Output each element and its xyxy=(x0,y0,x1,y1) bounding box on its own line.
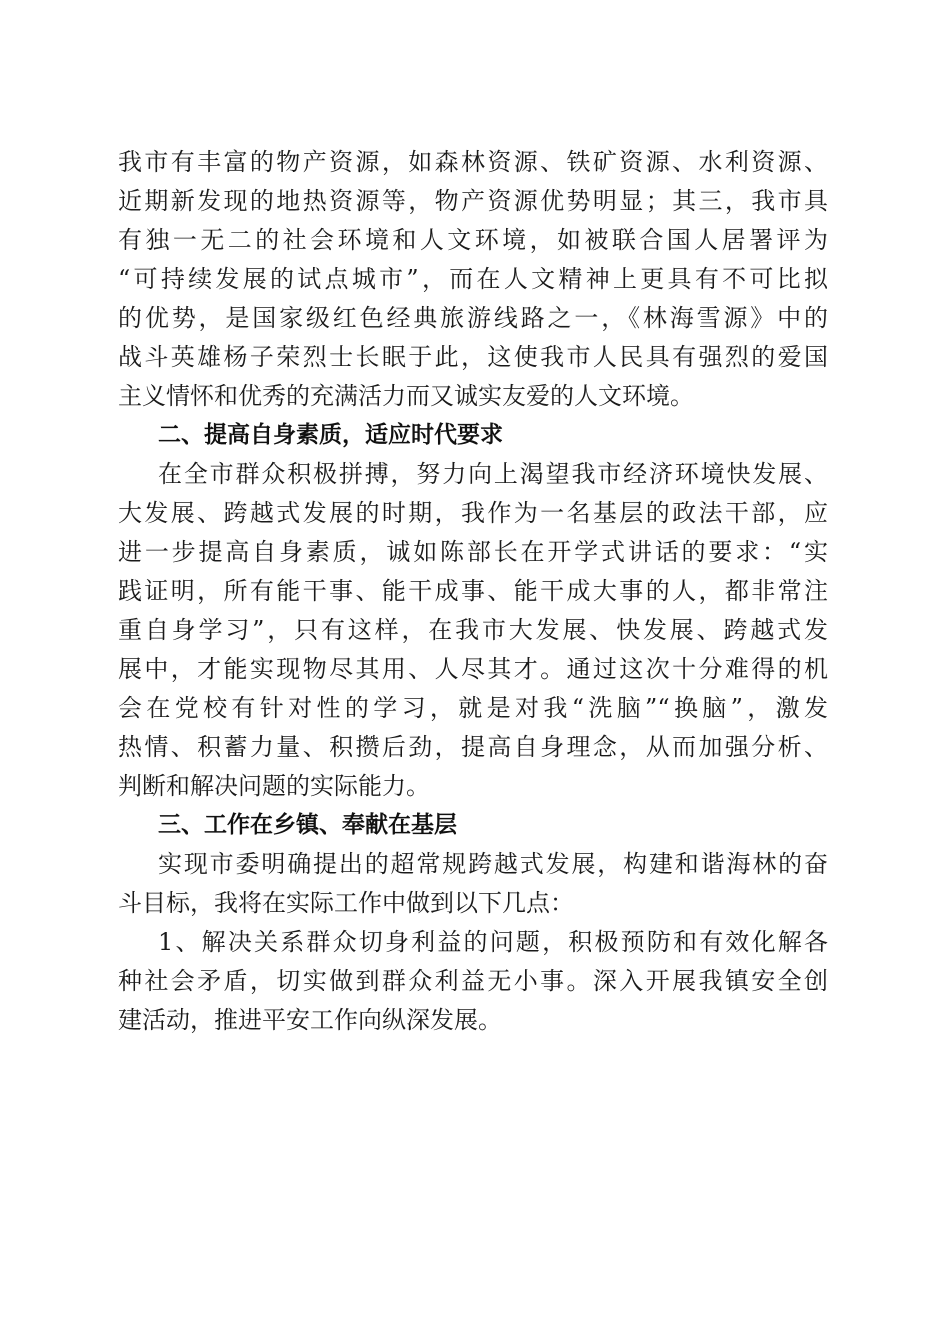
text-line: 战斗英雄杨子荣烈士长眠于此，这使我市人民具有强烈的爱国 xyxy=(118,343,828,371)
text-line: 在全市群众积极拼搏，努力向上渴望我市经济环境快发展、 xyxy=(158,460,828,488)
section-heading-3: 三、工作在乡镇、奉献在基层 xyxy=(158,812,457,838)
text-line: 1、解决关系群众切身利益的问题，积极预防和有效化解各 xyxy=(158,928,828,956)
paragraph-point-1 xyxy=(118,923,828,1040)
text-line: 重自身学习”，只有这样，在我市大发展、快发展、跨越式发 xyxy=(118,616,828,644)
text-line: 展中，才能实现物尽其用、人尽其才。通过这次十分难得的机 xyxy=(118,655,828,683)
text-line: 践证明，所有能干事、能干成事、能干成大事的人，都非常注 xyxy=(118,577,828,605)
text-line: 大发展、跨越式发展的时期，我作为一名基层的政法干部，应 xyxy=(118,499,828,527)
text-line: 我市有丰富的物产资源，如森林资源、铁矿资源、水利资源、 xyxy=(118,148,828,176)
text-line: 近期新发现的地热资源等，物产资源优势明显；其三，我市具 xyxy=(118,187,828,215)
text-line: 有独一无二的社会环境和人文环境，如被联合国人居署评为 xyxy=(118,226,828,254)
text-line: “可持续发展的试点城市”，而在人文精神上更具有不可比拟 xyxy=(118,265,828,293)
text-line: 主义情怀和优秀的充满活力而又诚实友爱的人文环境。 xyxy=(118,382,694,410)
text-line: 热情、积蓄力量、积攒后劲，提高自身理念，从而加强分析、 xyxy=(118,733,828,761)
text-line: 会在党校有针对性的学习，就是对我“洗脑”“换脑”，激发 xyxy=(118,694,828,722)
paragraph-self-improvement xyxy=(118,455,828,806)
text-line: 实现市委明确提出的超常规跨越式发展，构建和谐海林的奋 xyxy=(158,850,828,878)
text-line: 斗目标，我将在实际工作中做到以下几点： xyxy=(118,889,574,917)
document-body xyxy=(118,143,828,1040)
section-heading-2: 二、提高自身素质，适应时代要求 xyxy=(158,422,503,448)
text-line: 进一步提高自身素质，诚如陈部长在开学式讲话的要求：“实 xyxy=(118,538,828,566)
paragraph-resources-environment xyxy=(118,143,828,416)
paragraph-goals-intro xyxy=(118,845,828,923)
text-line: 种社会矛盾，切实做到群众利益无小事。深入开展我镇安全创 xyxy=(118,967,828,995)
text-line: 判断和解决问题的实际能力。 xyxy=(118,772,430,800)
text-line: 建活动，推进平安工作向纵深发展。 xyxy=(118,1006,502,1034)
text-line: 的优势，是国家级红色经典旅游线路之一，《林海雪源》中的 xyxy=(118,304,828,332)
